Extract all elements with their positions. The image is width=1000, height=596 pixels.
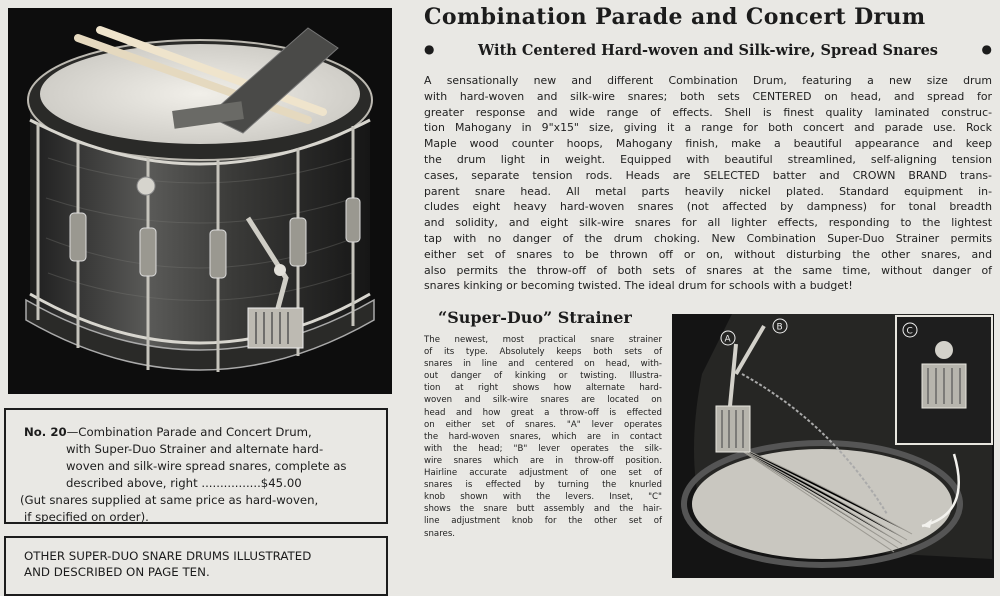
strainer-line: Hairline accurate adjustment of one set of <box>424 468 662 479</box>
subtitle-text: With Centered Hard-woven and Silk-wire, Spread Snares <box>478 42 938 59</box>
description-line: Maple wood counter hoops, Mahogany finish, make a beautiful appearance and keep <box>424 137 992 151</box>
description-line: greater response and wide range of effects. Shell is finest quality laminated construc- <box>424 105 992 119</box>
strainer-line: woven and silk-wire snares are located on <box>424 395 662 406</box>
subtitle <box>424 42 992 59</box>
callout-a-label: A <box>724 334 731 345</box>
strainer-line: with the head; "B" lever operates the silk- <box>424 443 662 454</box>
strainer-line: knob shown with the levers. Inset, "C" <box>424 492 662 503</box>
product-caption-box <box>4 408 388 524</box>
strainer-line: line adjustment knob for the other set of <box>424 516 662 527</box>
strainer-heading: “Super-Duo” Strainer <box>438 308 632 327</box>
strainer-line: the hard-woven snares, which are in contact <box>424 431 662 442</box>
bullet-right: ● <box>981 42 992 56</box>
description-line: tion Mahogany in 9"x15" size, giving it a range for both concert and parade use. Rock <box>424 121 992 135</box>
product-price-line: described above, right ................$45.00 <box>66 476 302 490</box>
description-line: snares kinking or becoming twisted. The ideal drum for schools with a budget! <box>424 279 853 293</box>
description-line: cases, separate tension rods. Heads are SELECTED batter and CROWN BRAND trans- <box>424 168 992 182</box>
strainer-line: out danger of kinking or twisting. Illustra- <box>424 371 662 382</box>
drum-photo <box>8 8 392 394</box>
strainer-line: snares is effected by turning the knurled <box>424 480 662 491</box>
other-line-2: AND DESCRIBED ON PAGE TEN. <box>24 565 210 579</box>
strainer-line: The newest, most practical snare strainer <box>424 335 662 345</box>
callout-c-label: C <box>906 326 913 337</box>
description-paragraph <box>424 73 992 294</box>
product-line-1: —Combination Parade and Concert Drum, <box>66 425 312 439</box>
description-line: also permits the throw-off of both sets of snares at the same time, without danger of <box>424 263 992 277</box>
strainer-line: of its type. Absolutely keeps both sets of <box>424 347 662 358</box>
description-line: tap with no danger of the drum choking. New Combination Super-Duo Strainer permits <box>424 231 992 245</box>
description-line: parent snare head. All metal parts heavily nickel plated. Standard equipment in- <box>424 184 992 198</box>
strainer-line: snares. <box>424 528 456 539</box>
description-line: A sensationally new and different Combination Drum, featuring a new size drum <box>424 74 992 87</box>
product-line-3: woven and silk-wire spread snares, complete as <box>66 459 347 473</box>
description-line: cludes eight heavy hard-woven snares (not affected by dampness) for tonal breadth <box>424 200 992 214</box>
other-line-1: OTHER SUPER-DUO SNARE DRUMS ILLUSTRATED <box>24 549 312 563</box>
strainer-line: wire snares which are in throw-off position. <box>424 455 662 466</box>
strainer-line: shows the snare butt assembly and the hair- <box>424 504 662 515</box>
product-line-5: (Gut snares supplied at same price as hard-woven, <box>20 493 319 507</box>
description-line: either set of snares to be thrown off or on, without disturbing the other snares, and <box>424 247 992 261</box>
strainer-photo <box>672 314 994 578</box>
strainer-line: tion at right shows how alternate hard- <box>424 383 662 394</box>
other-drums-box <box>4 536 388 596</box>
drum-illustration <box>8 8 392 394</box>
product-line-6: if specified on order). <box>24 510 149 524</box>
description-line: the drum light in weight. Equipped with beautiful streamlined, self-aligning tension <box>424 152 992 166</box>
description-line: with hard-woven and silk-wire snares; both sets CENTERED on head, and spread for <box>424 89 992 103</box>
strainer-line: head and how great a throw-off is effected <box>424 407 662 418</box>
page-title: Combination Parade and Concert Drum <box>424 4 926 30</box>
product-number: No. 20 <box>24 425 67 439</box>
product-line-2: with Super-Duo Strainer and alternate hard- <box>66 442 324 456</box>
strainer-line: snares in line and centered on head, with- <box>424 359 662 370</box>
description-line: and solidity, and eight silk-wire snares for all lighter effects, responding to the lightest <box>424 216 992 230</box>
inset-c <box>896 316 992 444</box>
callout-b-label: B <box>776 322 783 333</box>
bullet-left: ● <box>424 42 435 56</box>
strainer-paragraph <box>424 334 662 540</box>
strainer-illustration <box>672 314 994 578</box>
strainer-line: on either set of snares. "A" lever operates <box>424 419 662 430</box>
